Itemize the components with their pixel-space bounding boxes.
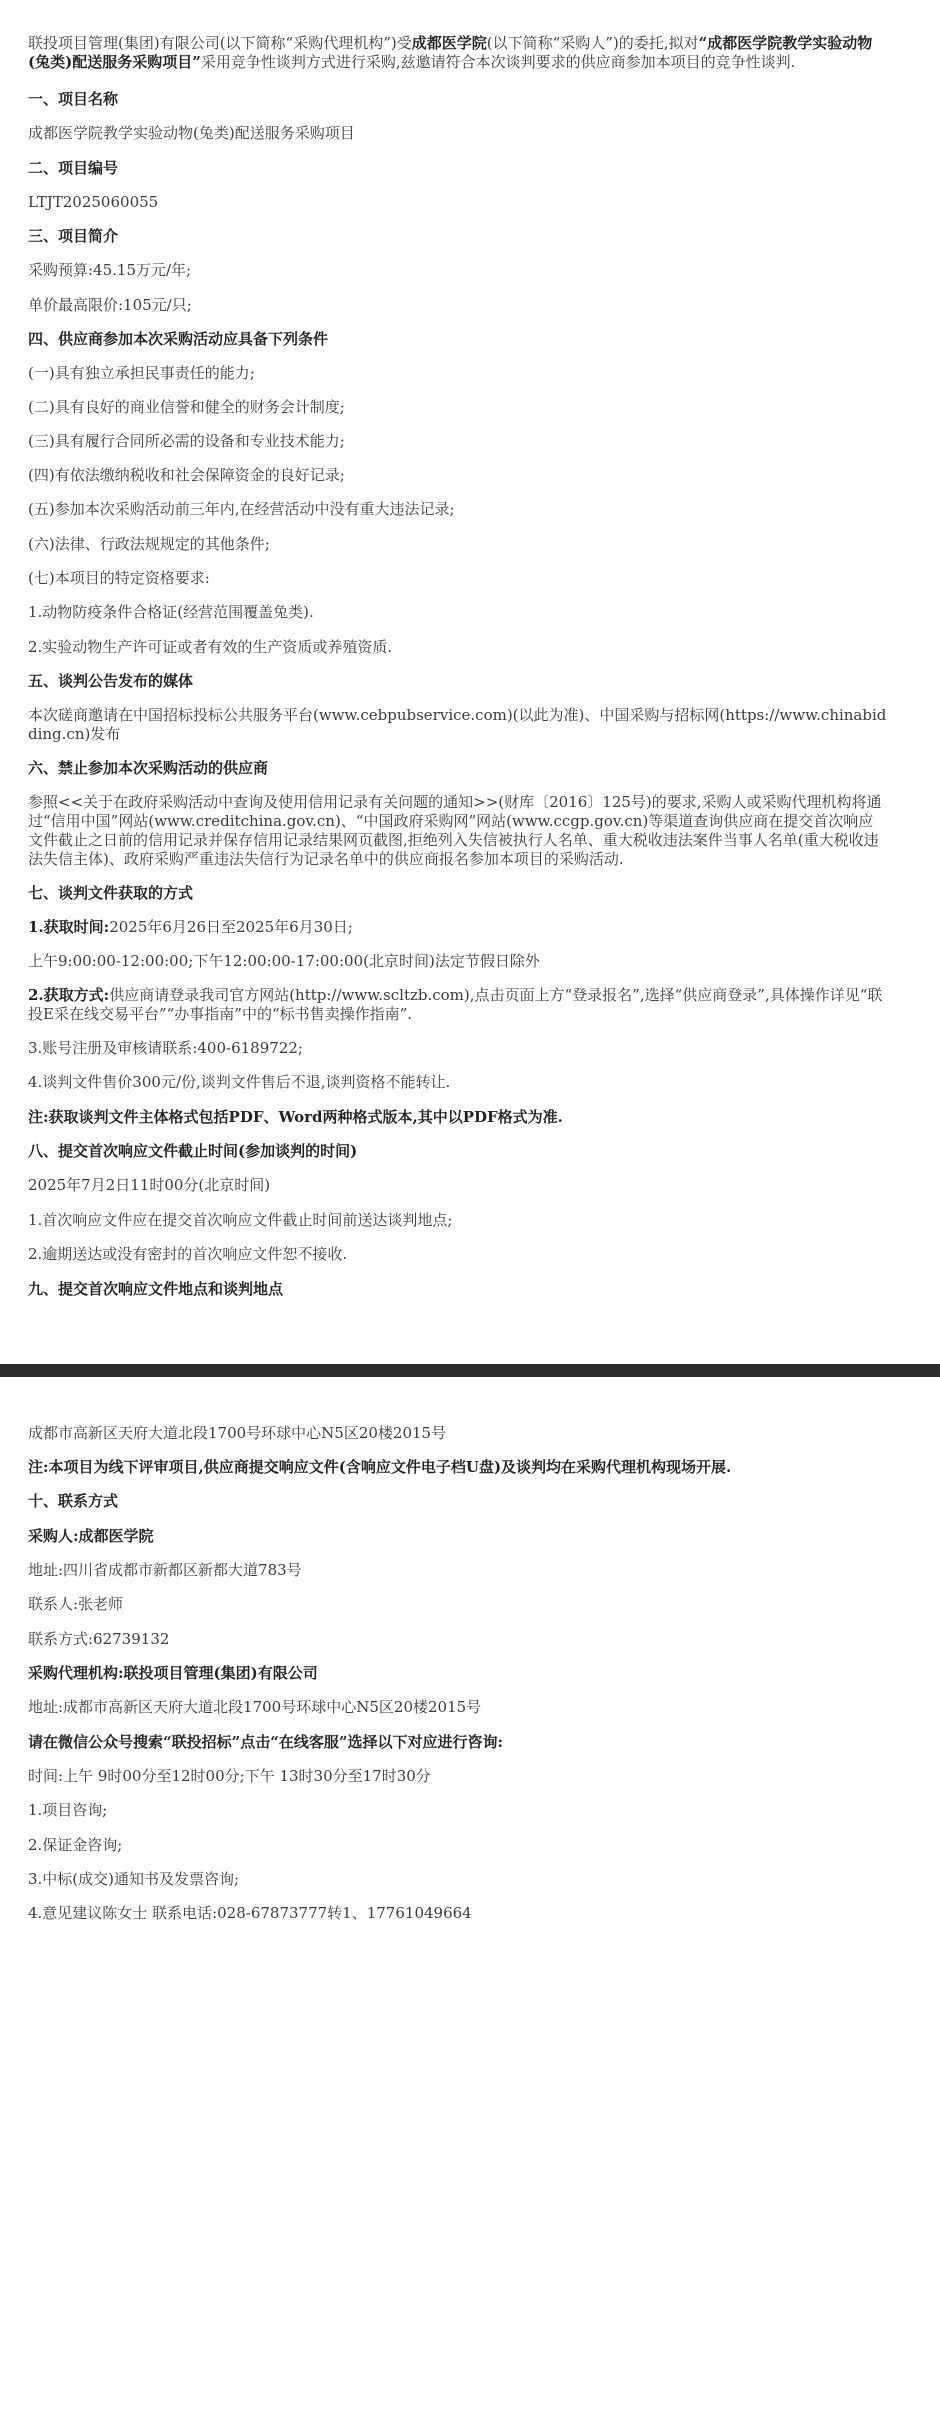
- agent-address: 地址:成都市高新区天府大道北段1700号环球中心N5区20楼2015号: [28, 1698, 482, 1716]
- obtain-time-label: 1.获取时间:: [28, 918, 110, 936]
- account-register: 3.账号注册及审核请联系:400-6189722;: [28, 1039, 303, 1057]
- section-heading: 四、供应商参加本次采购活动应具备下列条件: [28, 330, 329, 348]
- section-heading: 七、谈判文件获取的方式: [28, 884, 194, 902]
- max-price: 单价最高限价:105元/只;: [28, 296, 192, 314]
- section-heading: 九、提交首次响应文件地点和谈判地点: [28, 1280, 284, 1298]
- section-heading: 二、项目编号: [28, 159, 119, 177]
- deadline-item: 2.逾期送达或没有密封的首次响应文件恕不接收.: [28, 1245, 348, 1263]
- condition-item: (一)具有独立承担民事责任的能力;: [28, 364, 255, 382]
- condition-item: (七)本项目的特定资格要求:: [28, 569, 210, 587]
- intro-text: (以下简称“采购人”)的委托,拟对: [486, 34, 699, 52]
- wechat-instruction: 请在微信公众号搜索“联投招标”点击“在线客服”选择以下对应进行咨询:: [28, 1733, 504, 1751]
- project-number: LTJT2025060055: [28, 193, 159, 211]
- obtain-method-label: 2.获取方式:: [28, 986, 110, 1004]
- intro-buyer: 成都医学院: [411, 34, 487, 52]
- media-text: 本次磋商邀请在中国招标投标公共服务平台(www.cebpubservice.com)(以此为准)、中国采购与招标网(https://www.chinabidding.cn)发布: [28, 706, 887, 743]
- obtain-time-value: 2025年6月26日至2025年6月30日;: [109, 918, 353, 936]
- section-heading: 六、禁止参加本次采购活动的供应商: [28, 759, 269, 777]
- buyer-contact: 联系人:张老师: [28, 1595, 124, 1613]
- obtain-time: [28, 918, 888, 937]
- section-heading: 十、联系方式: [28, 1492, 119, 1510]
- format-note: 注:获取谈判文件主体格式包括PDF、Word两种格式版本,其中以PDF格式为准.: [28, 1108, 563, 1126]
- section-heading: 五、谈判公告发布的媒体: [28, 672, 194, 690]
- buyer: 采购人:成都医学院: [28, 1527, 154, 1545]
- buyer-phone: 联系方式:62739132: [28, 1630, 170, 1648]
- agent: 采购代理机构:联投项目管理(集团)有限公司: [28, 1664, 318, 1682]
- obtain-method-value: 供应商请登录我司官方网站(http://www.scltzb.com),点击页面上方“登录报名”,选择“供应商登录”,具体操作详见“联投E采在线交易平台”“办事指南”中的“标书售卖操作指南”.: [28, 986, 883, 1023]
- consult-item: 3.中标(成交)通知书及发票咨询;: [28, 1870, 240, 1888]
- buyer-address: 地址:四川省成都市新都区新都大道783号: [28, 1561, 302, 1579]
- condition-item: 2.实验动物生产许可证或者有效的生产资质或养殖资质.: [28, 638, 393, 656]
- section-heading: 一、项目名称: [28, 90, 119, 108]
- intro-text: 联投项目管理(集团)有限公司(以下简称“采购代理机构”)受: [28, 34, 412, 52]
- document-fee: 4.谈判文件售价300元/份,谈判文件售后不退,谈判资格不能转让.: [28, 1073, 451, 1091]
- condition-item: (五)参加本次采购活动前三年内,在经营活动中没有重大违法记录;: [28, 500, 455, 518]
- condition-item: (二)具有良好的商业信誉和健全的财务会计制度;: [28, 398, 345, 416]
- venue-note: 注:本项目为线下评审项目,供应商提交响应文件(含响应文件电子档U盘)及谈判均在采购代理机构现场开展.: [28, 1458, 732, 1476]
- deadline-item: 1.首次响应文件应在提交首次响应文件截止时间前送达谈判地点;: [28, 1211, 453, 1229]
- condition-item: (六)法律、行政法规规定的其他条件;: [28, 535, 270, 553]
- page-separator: [0, 1364, 940, 1377]
- consult-item: 4.意见建议陈女士 联系电话:028-67873777转1、17761049664: [28, 1904, 472, 1922]
- section-heading: 八、提交首次响应文件截止时间(参加谈判的时间): [28, 1142, 358, 1160]
- condition-item: 1.动物防疫条件合格证(经营范围覆盖兔类).: [28, 603, 314, 621]
- budget: 采购预算:45.15万元/年;: [28, 261, 192, 279]
- intro-project: “成都医学院教学实验动物(兔类)配送服务采购项目”: [28, 34, 873, 71]
- obtain-method: [28, 986, 888, 1024]
- intro-paragraph: [28, 34, 888, 72]
- consult-item: 2.保证金咨询;: [28, 1836, 123, 1854]
- venue-address: 成都市高新区天府大道北段1700号环球中心N5区20楼2015号: [28, 1424, 447, 1442]
- condition-item: (三)具有履行合同所必需的设备和专业技术能力;: [28, 432, 345, 450]
- project-name: 成都医学院教学实验动物(兔类)配送服务采购项目: [28, 124, 355, 142]
- condition-item: (四)有依法缴纳税收和社会保障资金的良好记录;: [28, 466, 345, 484]
- service-time: 时间:上午 9时00分至12时00分;下午 13时30分至17时30分: [28, 1767, 431, 1785]
- deadline: 2025年7月2日11时00分(北京时间): [28, 1176, 271, 1194]
- consult-item: 1.项目咨询;: [28, 1801, 108, 1819]
- section-heading: 三、项目简介: [28, 227, 119, 245]
- prohibition-text: 参照<<关于在政府采购活动中查询及使用信用记录有关问题的通知>>(财库〔2016〕125号)的要求,采购人或采购代理机构将通过“信用中国”网站(www.creditchina.gov.cn)、“中国政府采购网”网站(www.ccgp.gov.cn)等渠道查询供应商在提交首次响应文件截止之日前的信用记录并保存信用记录结果网页截图,拒绝列入失信被执行人名单、重大税收违法案件当事人名单(重大税收违法失信主体)、政府采购严重违法失信行为记录名单中的供应商报名参加本项目的采购活动.: [28, 793, 882, 868]
- obtain-hours: 上午9:00:00-12:00:00;下午12:00:00-17:00:00(北京时间)法定节假日除外: [28, 952, 540, 970]
- intro-text: 采用竞争性谈判方式进行采购,兹邀请符合本次谈判要求的供应商参加本项目的竞争性谈判.: [200, 53, 796, 71]
